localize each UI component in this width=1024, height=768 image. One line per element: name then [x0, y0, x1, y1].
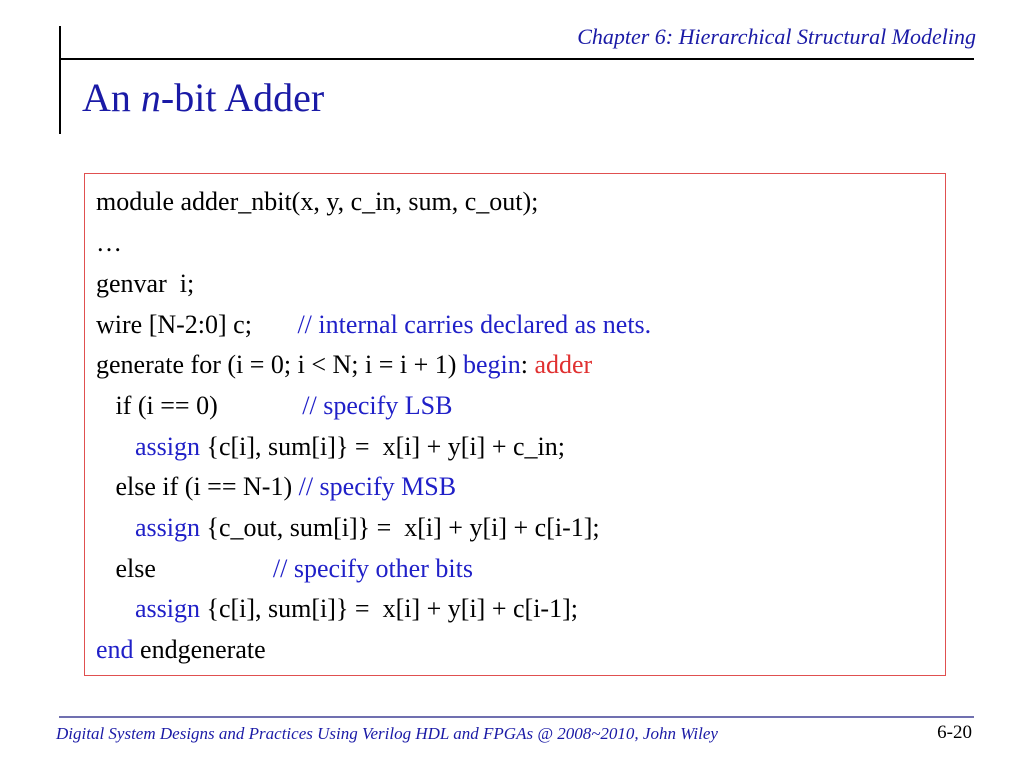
- code-text: {c[i], sum[i]} = x[i] + y[i] + c[i-1];: [200, 594, 578, 623]
- code-keyword: assign: [96, 513, 200, 542]
- code-line-4: [96, 310, 651, 340]
- code-text: if (i == 0): [96, 391, 303, 420]
- code-line-9: [96, 513, 600, 543]
- code-text: …: [96, 228, 122, 257]
- code-text: {c[i], sum[i]} = x[i] + y[i] + c_in;: [200, 432, 565, 461]
- slide-title: [82, 74, 324, 121]
- code-line-5: [96, 350, 592, 380]
- code-keyword: end: [96, 635, 134, 664]
- title-italic-n: n: [140, 75, 161, 120]
- code-line-1: [96, 187, 538, 217]
- code-text: :: [520, 350, 535, 379]
- code-text: {c_out, sum[i]} = x[i] + y[i] + c[i-1];: [200, 513, 600, 542]
- code-line-3: [96, 269, 194, 299]
- code-block-label: adder: [534, 350, 593, 379]
- code-text: endgenerate: [133, 635, 266, 664]
- code-comment: // specify LSB: [302, 391, 453, 420]
- page-number: 6-20: [937, 722, 972, 743]
- code-text: module adder_nbit(x, y, c_in, sum, c_out);: [96, 187, 539, 216]
- title-prefix: An: [82, 75, 141, 120]
- header-rule: [59, 58, 974, 60]
- code-text: else if (i == N-1): [96, 472, 299, 501]
- code-comment: // specify other bits: [272, 554, 473, 583]
- code-line-7: [96, 432, 565, 462]
- left-vertical-rule: [59, 26, 61, 134]
- code-line-11: [96, 594, 578, 624]
- code-line-8: [96, 472, 456, 502]
- footer-rule: [59, 716, 974, 718]
- footer-text: Digital System Designs and Practices Using Verilog HDL and FPGAs @ 2008~2010, John Wiley: [56, 724, 718, 743]
- code-comment: // specify MSB: [298, 472, 457, 501]
- code-line-6: [96, 391, 452, 421]
- code-keyword: assign: [96, 594, 200, 623]
- code-line-2: [96, 228, 122, 258]
- code-text: else: [96, 554, 273, 583]
- code-text: wire [N-2:0] c;: [96, 310, 298, 339]
- chapter-header: Chapter 6: Hierarchical Structural Modeling: [577, 24, 976, 49]
- title-suffix: -bit Adder: [160, 75, 325, 120]
- code-text: generate for (i = 0; i < N; i = i + 1): [96, 350, 463, 379]
- code-text: genvar i;: [96, 269, 195, 298]
- code-line-10: [96, 554, 473, 584]
- code-box: [84, 173, 946, 676]
- code-comment: // internal carries declared as nets.: [297, 310, 652, 339]
- code-line-12: [96, 635, 266, 665]
- code-keyword: assign: [96, 432, 200, 461]
- code-keyword: begin: [462, 350, 521, 379]
